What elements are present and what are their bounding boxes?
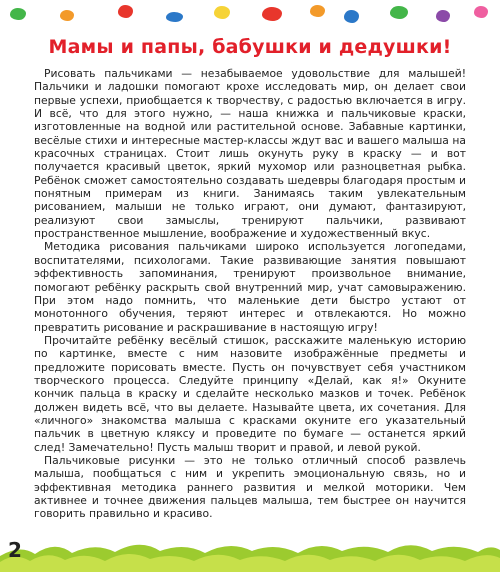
paint-blob-red-icon <box>118 5 133 18</box>
page-title: Мамы и папы, бабушки и дедушки! <box>48 36 452 58</box>
paragraph: Прочитайте ребёнку весёлый стишок, расскажите маленькую историю по картинке, вместе с ним назовите изображённые предметы и предложите порисовать вместе. Пусть он почувствует себя участником творческого процесса. Следуйте принципу «Делай, как я!» Окуните кончик пальца в краску и сделайте несколько мазков и точек. Ребёнок должен видеть всё, что вы делаете. Называйте цвета, их сочетания. Для «личного» знакомства малыша с красками окуните его указательный пальчик в цветную кляксу и проведите по бумаге — останется яркий след! Замечательно! Пусть малыш творит и правой, и левой рукой. <box>34 333 466 454</box>
paragraph: Рисовать пальчиками — незабываемое удовольствие для малышей! Пальчики и ладошки помогают крохе исследовать мир, он делает свои первые успехи, приобщается к творчеству, с радостью включается в игру. И всё, что для этого нужно, — наша книжка и пальчиковые краски, изготовленные на водной или растительной основе. Забавные картинки, весёлые стихи и интересные мастер-классы ждут вас и вашего малыша на красочных страницах. Стоит лишь окунуть руку в краску — и вот получается красивый цветок, яркий мухомор или разноцветная рыбка. Ребёнок сможет самостоятельно создавать шедевры благодаря простым и понятным примерам из книги. Занимаясь таким увлекательным рисованием, малыши не только играют, они думают, фантазируют, реализуют свои замыслы, тренируют пальчики, развивают пространственное мышление, воображение и художественный вкус. <box>34 67 466 241</box>
paint-blob-blue-icon <box>344 10 359 23</box>
paint-blob-pink-icon <box>474 6 488 18</box>
top-paint-blobs <box>0 0 500 30</box>
paint-blob-yellow-icon <box>214 6 230 19</box>
paint-blob-green-icon <box>390 6 408 19</box>
paint-blob-purple-icon <box>436 10 450 22</box>
paint-blob-green-icon <box>10 8 26 20</box>
body-text <box>34 67 466 521</box>
paint-blob-blue-icon <box>166 12 183 22</box>
paragraph: Методика рисования пальчиками широко используется логопедами, воспитателями, психологами. Такие развивающие занятия повышают эффективность запоминания, тренируют произвольное внимание, помогают ребёнку раскрыть свой внутренний мир, учат самовыражению. При этом надо помнить, что маленькие дети быстро устают от монотонного обучения, теряют интерес и отвлекаются. Но можно превратить рисование и раскрашивание в настоящую игру! <box>34 240 466 334</box>
paint-blob-red-icon <box>262 7 282 21</box>
paragraph: Пальчиковые рисунки — это не только отличный способ развлечь малыша, пообщаться с ним и укрепить эмоциональную связь, но и эффективная методика раннего развития и мелкой моторики. Чем активнее и точнее движения пальцев малыша, тем быстрее он научится говорить правильно и красиво. <box>34 453 466 521</box>
paint-blob-orange-icon <box>310 5 325 17</box>
paint-blob-orange-icon <box>60 10 74 21</box>
grass-decoration <box>0 536 500 572</box>
page-number: 2 <box>8 538 22 562</box>
